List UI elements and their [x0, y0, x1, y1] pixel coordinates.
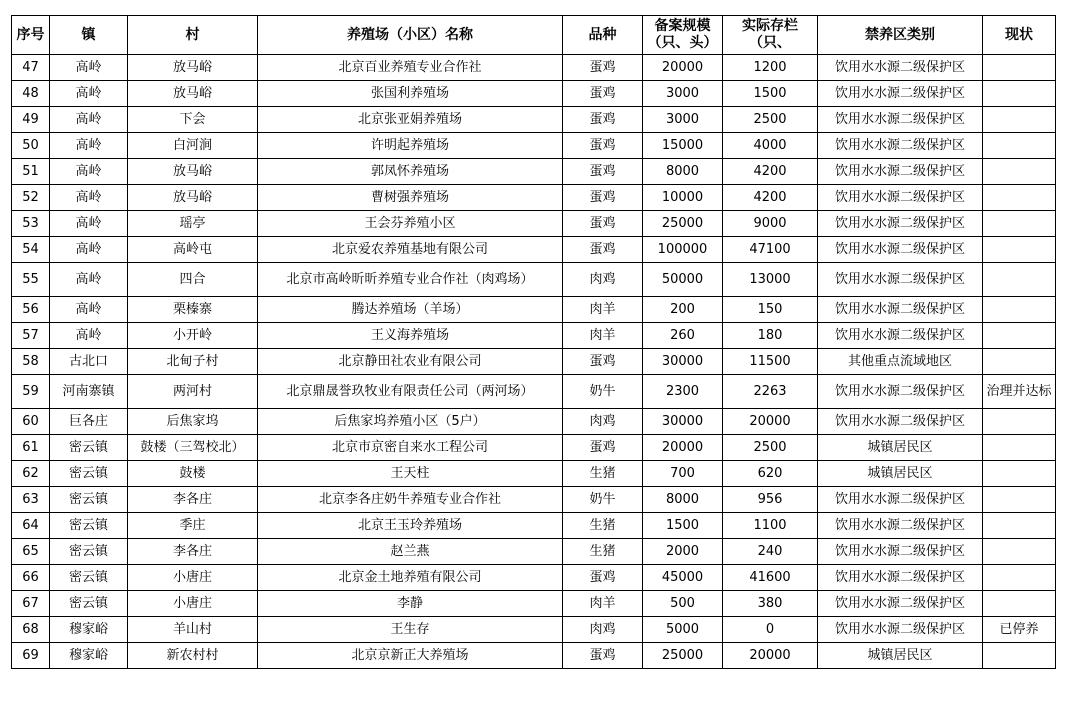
cell-kind: 肉羊: [563, 323, 643, 349]
cell-scale: 20000: [643, 55, 723, 81]
cell-zone: 其他重点流域地区: [818, 349, 983, 375]
table-row: [12, 565, 1056, 591]
cell-farm-name: 曹树强养殖场: [258, 185, 563, 211]
header-actual-stock: 实际存栏（只、: [723, 16, 818, 55]
table-row: [12, 211, 1056, 237]
cell-town: 高岭: [50, 237, 128, 263]
cell-village: 北甸子村: [128, 349, 258, 375]
table-row: [12, 409, 1056, 435]
livestock-farm-table: [11, 15, 1056, 669]
table-row: [12, 323, 1056, 349]
cell-stock: 180: [723, 323, 818, 349]
cell-scale: 30000: [643, 409, 723, 435]
table-row: [12, 349, 1056, 375]
cell-zone: 饮用水水源二级保护区: [818, 263, 983, 297]
cell-town: 高岭: [50, 133, 128, 159]
cell-village: 放马峪: [128, 55, 258, 81]
cell-kind: 生猪: [563, 539, 643, 565]
cell-stock: 1200: [723, 55, 818, 81]
cell-scale: 45000: [643, 565, 723, 591]
cell-status: [983, 513, 1056, 539]
cell-village: 两河村: [128, 375, 258, 409]
cell-stock: 20000: [723, 409, 818, 435]
cell-no: 58: [12, 349, 50, 375]
cell-village: 白河涧: [128, 133, 258, 159]
cell-scale: 20000: [643, 435, 723, 461]
cell-farm-name: 王义海养殖场: [258, 323, 563, 349]
cell-kind: 蛋鸡: [563, 107, 643, 133]
cell-zone: 饮用水水源二级保护区: [818, 55, 983, 81]
cell-kind: 肉羊: [563, 297, 643, 323]
cell-village: 鼓楼: [128, 461, 258, 487]
cell-town: 高岭: [50, 55, 128, 81]
cell-stock: 620: [723, 461, 818, 487]
cell-no: 61: [12, 435, 50, 461]
cell-no: 53: [12, 211, 50, 237]
cell-stock: 2263: [723, 375, 818, 409]
cell-farm-name: 后焦家坞养殖小区（5户）: [258, 409, 563, 435]
cell-kind: 生猪: [563, 513, 643, 539]
table-row: [12, 55, 1056, 81]
cell-stock: 4200: [723, 159, 818, 185]
cell-no: 56: [12, 297, 50, 323]
cell-zone: 饮用水水源二级保护区: [818, 211, 983, 237]
cell-scale: 15000: [643, 133, 723, 159]
cell-village: 四合: [128, 263, 258, 297]
cell-village: 鼓楼（三驾校北）: [128, 435, 258, 461]
cell-scale: 2000: [643, 539, 723, 565]
cell-status: [983, 409, 1056, 435]
cell-status: [983, 539, 1056, 565]
cell-village: 瑶亭: [128, 211, 258, 237]
cell-zone: 饮用水水源二级保护区: [818, 133, 983, 159]
cell-village: 季庄: [128, 513, 258, 539]
cell-status: [983, 297, 1056, 323]
cell-farm-name: 王会芬养殖小区: [258, 211, 563, 237]
cell-zone: 饮用水水源二级保护区: [818, 539, 983, 565]
cell-town: 密云镇: [50, 565, 128, 591]
table-body: [12, 55, 1056, 669]
cell-farm-name: 北京爱农养殖基地有限公司: [258, 237, 563, 263]
cell-no: 47: [12, 55, 50, 81]
cell-farm-name: 李静: [258, 591, 563, 617]
table-row: [12, 159, 1056, 185]
cell-village: 李各庄: [128, 539, 258, 565]
cell-status: [983, 263, 1056, 297]
cell-kind: 蛋鸡: [563, 185, 643, 211]
cell-town: 密云镇: [50, 461, 128, 487]
table-row: [12, 81, 1056, 107]
cell-no: 68: [12, 617, 50, 643]
cell-stock: 11500: [723, 349, 818, 375]
cell-zone: 城镇居民区: [818, 643, 983, 669]
table-row: [12, 591, 1056, 617]
header-kind: 品种: [563, 16, 643, 55]
cell-no: 64: [12, 513, 50, 539]
cell-zone: 城镇居民区: [818, 435, 983, 461]
cell-status: [983, 591, 1056, 617]
cell-kind: 肉鸡: [563, 409, 643, 435]
cell-scale: 50000: [643, 263, 723, 297]
cell-status: [983, 643, 1056, 669]
cell-zone: 饮用水水源二级保护区: [818, 565, 983, 591]
cell-village: 放马峪: [128, 185, 258, 211]
cell-village: 放马峪: [128, 81, 258, 107]
cell-town: 密云镇: [50, 591, 128, 617]
cell-village: 放马峪: [128, 159, 258, 185]
cell-stock: 1100: [723, 513, 818, 539]
cell-status: [983, 323, 1056, 349]
cell-status: 治理并达标: [983, 375, 1056, 409]
cell-no: 54: [12, 237, 50, 263]
cell-stock: 4000: [723, 133, 818, 159]
cell-village: 小开岭: [128, 323, 258, 349]
cell-town: 穆家峪: [50, 617, 128, 643]
cell-farm-name: 北京市高岭昕昕养殖专业合作社（肉鸡场）: [258, 263, 563, 297]
cell-stock: 13000: [723, 263, 818, 297]
cell-no: 69: [12, 643, 50, 669]
cell-town: 高岭: [50, 263, 128, 297]
cell-zone: 饮用水水源二级保护区: [818, 375, 983, 409]
cell-kind: 蛋鸡: [563, 435, 643, 461]
cell-town: 高岭: [50, 211, 128, 237]
cell-status: [983, 237, 1056, 263]
cell-village: 李各庄: [128, 487, 258, 513]
cell-scale: 2300: [643, 375, 723, 409]
cell-stock: 9000: [723, 211, 818, 237]
header-row: [12, 16, 1056, 55]
cell-stock: 2500: [723, 107, 818, 133]
cell-kind: 肉鸡: [563, 617, 643, 643]
cell-scale: 100000: [643, 237, 723, 263]
cell-kind: 蛋鸡: [563, 237, 643, 263]
cell-zone: 饮用水水源二级保护区: [818, 487, 983, 513]
cell-status: [983, 81, 1056, 107]
table-row: [12, 133, 1056, 159]
cell-farm-name: 北京金土地养殖有限公司: [258, 565, 563, 591]
cell-town: 高岭: [50, 323, 128, 349]
cell-status: [983, 133, 1056, 159]
cell-no: 57: [12, 323, 50, 349]
header-zone-type: 禁养区类别: [818, 16, 983, 55]
cell-status: [983, 185, 1056, 211]
cell-village: 后焦家坞: [128, 409, 258, 435]
cell-no: 59: [12, 375, 50, 409]
table-row: [12, 539, 1056, 565]
cell-zone: 饮用水水源二级保护区: [818, 159, 983, 185]
cell-town: 高岭: [50, 107, 128, 133]
cell-scale: 5000: [643, 617, 723, 643]
cell-zone: 饮用水水源二级保护区: [818, 237, 983, 263]
cell-village: 小唐庄: [128, 591, 258, 617]
cell-town: 古北口: [50, 349, 128, 375]
cell-kind: 蛋鸡: [563, 81, 643, 107]
cell-status: [983, 435, 1056, 461]
cell-zone: 城镇居民区: [818, 461, 983, 487]
cell-no: 63: [12, 487, 50, 513]
table-row: [12, 263, 1056, 297]
cell-farm-name: 王生存: [258, 617, 563, 643]
cell-no: 50: [12, 133, 50, 159]
cell-kind: 蛋鸡: [563, 133, 643, 159]
header-no: 序号: [12, 16, 50, 55]
cell-town: 高岭: [50, 81, 128, 107]
cell-farm-name: 郭凤怀养殖场: [258, 159, 563, 185]
header-village: 村: [128, 16, 258, 55]
cell-zone: 饮用水水源二级保护区: [818, 107, 983, 133]
cell-zone: 饮用水水源二级保护区: [818, 81, 983, 107]
cell-no: 62: [12, 461, 50, 487]
cell-scale: 200: [643, 297, 723, 323]
cell-no: 67: [12, 591, 50, 617]
cell-farm-name: 许明起养殖场: [258, 133, 563, 159]
cell-village: 小唐庄: [128, 565, 258, 591]
cell-scale: 3000: [643, 107, 723, 133]
cell-kind: 蛋鸡: [563, 159, 643, 185]
cell-stock: 380: [723, 591, 818, 617]
cell-farm-name: 北京百业养殖专业合作社: [258, 55, 563, 81]
cell-scale: 25000: [643, 211, 723, 237]
cell-stock: 240: [723, 539, 818, 565]
cell-kind: 肉鸡: [563, 263, 643, 297]
cell-zone: 饮用水水源二级保护区: [818, 323, 983, 349]
table-row: [12, 375, 1056, 409]
cell-stock: 20000: [723, 643, 818, 669]
table-row: [12, 237, 1056, 263]
cell-stock: 2500: [723, 435, 818, 461]
cell-scale: 3000: [643, 81, 723, 107]
table-row: [12, 185, 1056, 211]
cell-town: 高岭: [50, 185, 128, 211]
cell-status: [983, 107, 1056, 133]
cell-no: 66: [12, 565, 50, 591]
cell-farm-name: 北京鼎晟誉玖牧业有限责任公司（两河场）: [258, 375, 563, 409]
cell-scale: 8000: [643, 487, 723, 513]
cell-farm-name: 北京京新正大养殖场: [258, 643, 563, 669]
cell-status: [983, 565, 1056, 591]
cell-farm-name: 北京李各庄奶牛养殖专业合作社: [258, 487, 563, 513]
cell-status: [983, 461, 1056, 487]
header-registered-scale: 备案规模（只、头）: [643, 16, 723, 55]
table-row: [12, 297, 1056, 323]
cell-zone: 饮用水水源二级保护区: [818, 409, 983, 435]
cell-zone: 饮用水水源二级保护区: [818, 185, 983, 211]
cell-zone: 饮用水水源二级保护区: [818, 591, 983, 617]
cell-status: [983, 487, 1056, 513]
cell-farm-name: 张国利养殖场: [258, 81, 563, 107]
cell-zone: 饮用水水源二级保护区: [818, 297, 983, 323]
cell-town: 巨各庄: [50, 409, 128, 435]
cell-kind: 蛋鸡: [563, 349, 643, 375]
cell-farm-name: 赵兰燕: [258, 539, 563, 565]
cell-stock: 47100: [723, 237, 818, 263]
cell-town: 穆家峪: [50, 643, 128, 669]
cell-village: 高岭屯: [128, 237, 258, 263]
cell-scale: 8000: [643, 159, 723, 185]
cell-village: 栗榛寨: [128, 297, 258, 323]
cell-kind: 蛋鸡: [563, 55, 643, 81]
cell-village: 新农村村: [128, 643, 258, 669]
cell-farm-name: 北京王玉玲养殖场: [258, 513, 563, 539]
cell-no: 65: [12, 539, 50, 565]
cell-no: 51: [12, 159, 50, 185]
cell-village: 下会: [128, 107, 258, 133]
cell-kind: 蛋鸡: [563, 565, 643, 591]
cell-stock: 1500: [723, 81, 818, 107]
cell-zone: 饮用水水源二级保护区: [818, 513, 983, 539]
cell-farm-name: 北京市京密自来水工程公司: [258, 435, 563, 461]
cell-kind: 奶牛: [563, 487, 643, 513]
cell-no: 55: [12, 263, 50, 297]
cell-zone: 饮用水水源二级保护区: [818, 617, 983, 643]
cell-kind: 奶牛: [563, 375, 643, 409]
cell-scale: 260: [643, 323, 723, 349]
cell-no: 49: [12, 107, 50, 133]
cell-stock: 150: [723, 297, 818, 323]
cell-stock: 4200: [723, 185, 818, 211]
cell-no: 52: [12, 185, 50, 211]
table-row: [12, 617, 1056, 643]
cell-scale: 10000: [643, 185, 723, 211]
cell-town: 高岭: [50, 159, 128, 185]
header-town: 镇: [50, 16, 128, 55]
table-row: [12, 487, 1056, 513]
cell-farm-name: 腾达养殖场（羊场）: [258, 297, 563, 323]
cell-town: 密云镇: [50, 487, 128, 513]
cell-town: 密云镇: [50, 435, 128, 461]
table-row: [12, 107, 1056, 133]
cell-kind: 肉羊: [563, 591, 643, 617]
table-row: [12, 513, 1056, 539]
cell-farm-name: 北京张亚娟养殖场: [258, 107, 563, 133]
cell-scale: 1500: [643, 513, 723, 539]
cell-scale: 700: [643, 461, 723, 487]
cell-town: 河南寨镇: [50, 375, 128, 409]
cell-farm-name: 王天柱: [258, 461, 563, 487]
cell-status: 已停养: [983, 617, 1056, 643]
cell-village: 羊山村: [128, 617, 258, 643]
cell-scale: 500: [643, 591, 723, 617]
cell-kind: 蛋鸡: [563, 211, 643, 237]
cell-status: [983, 349, 1056, 375]
cell-farm-name: 北京静田社农业有限公司: [258, 349, 563, 375]
cell-town: 高岭: [50, 297, 128, 323]
table-row: [12, 643, 1056, 669]
cell-no: 48: [12, 81, 50, 107]
cell-status: [983, 211, 1056, 237]
cell-no: 60: [12, 409, 50, 435]
cell-stock: 41600: [723, 565, 818, 591]
table-row: [12, 461, 1056, 487]
cell-scale: 30000: [643, 349, 723, 375]
cell-stock: 0: [723, 617, 818, 643]
cell-status: [983, 159, 1056, 185]
cell-status: [983, 55, 1056, 81]
cell-kind: 蛋鸡: [563, 643, 643, 669]
cell-town: 密云镇: [50, 539, 128, 565]
cell-kind: 生猪: [563, 461, 643, 487]
header-farm-name: 养殖场（小区）名称: [258, 16, 563, 55]
cell-town: 密云镇: [50, 513, 128, 539]
table-row: [12, 435, 1056, 461]
header-status: 现状: [983, 16, 1056, 55]
cell-stock: 956: [723, 487, 818, 513]
cell-scale: 25000: [643, 643, 723, 669]
